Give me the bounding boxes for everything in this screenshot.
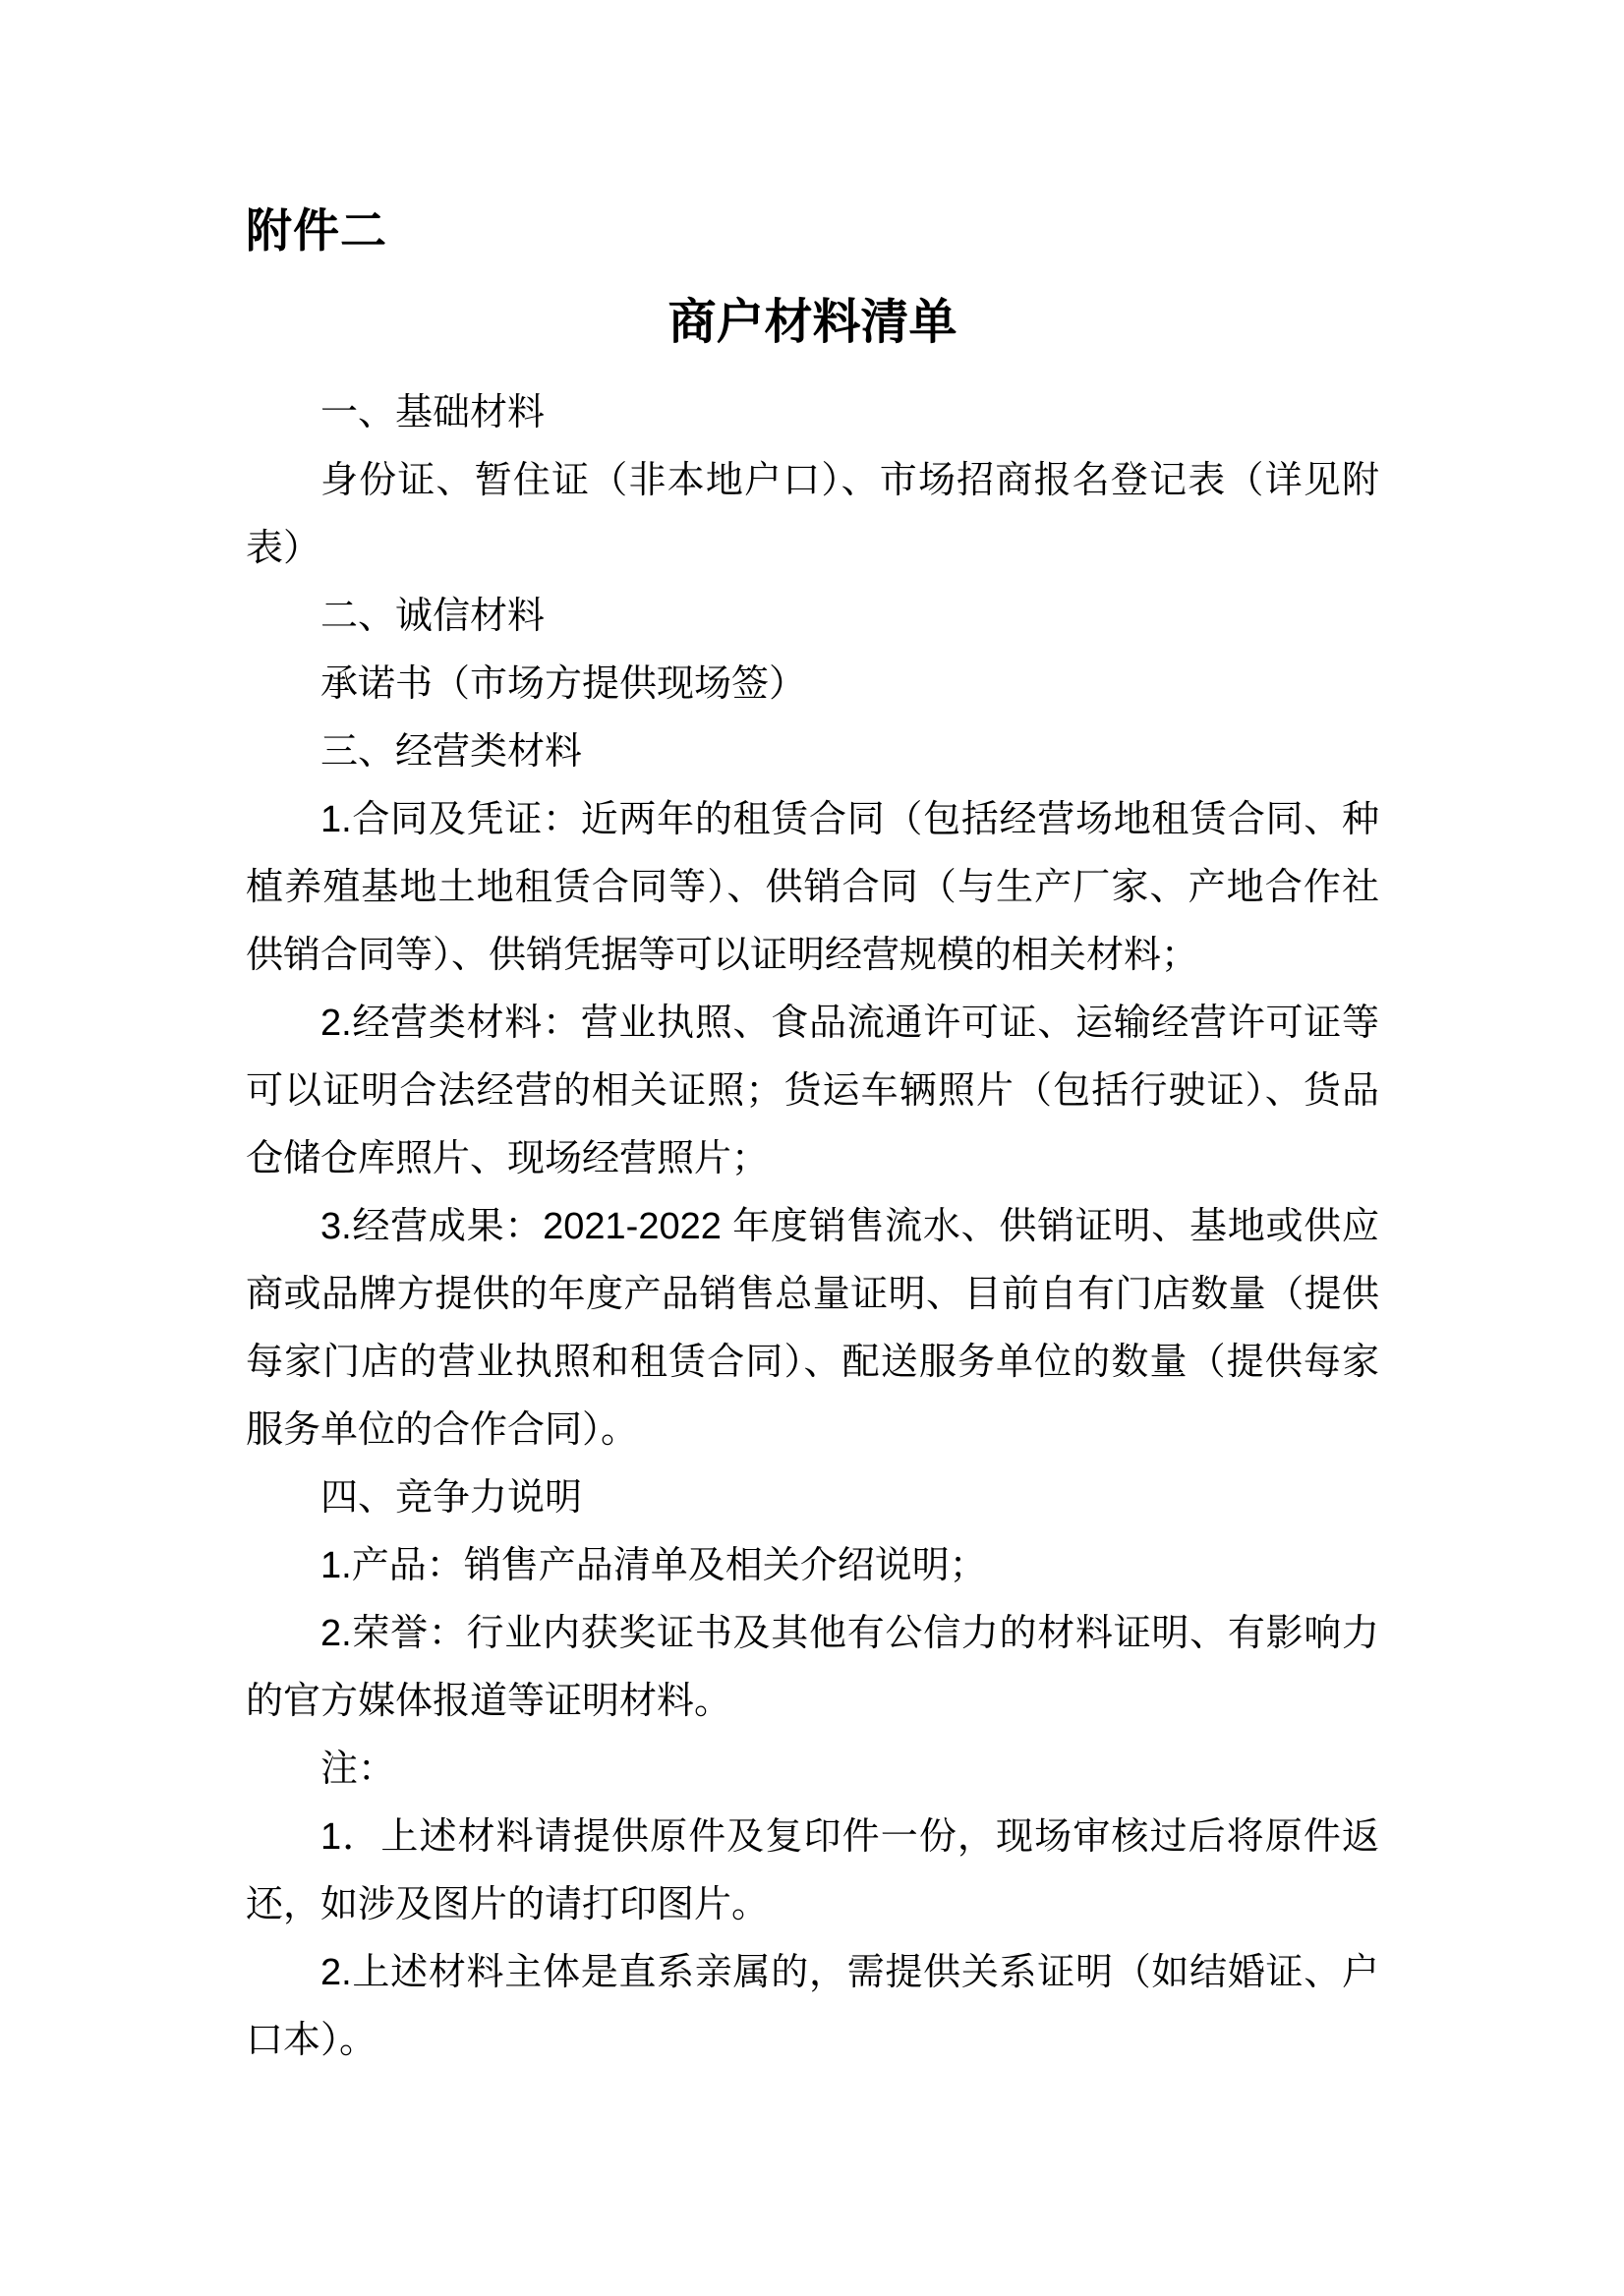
paragraph-integrity: 承诺书（市场方提供现场签） — [320, 663, 807, 706]
section-heading-integrity: 二、诚信材料 — [320, 596, 546, 638]
attachment-label: 附件二 — [246, 204, 387, 257]
note-item-1: 1．上述材料请提供原件及复印件一份，现场审核过后将原件返还，如涉及图片的请打印图片。 — [246, 1816, 1379, 1926]
page-title: 商户材料清单 — [667, 296, 957, 350]
paragraph-contracts: 1.合同及凭证：近两年的租赁合同（包括经营场地租赁合同、种植养殖基地土地租赁合同等）、供销合同（与生产厂家、产地合作社供销合同等）、供销凭据等可以证明经营规模的相关材料； — [246, 799, 1379, 977]
note-heading: 注： — [320, 1749, 396, 1791]
section-heading-competitiveness: 四、竞争力说明 — [320, 1477, 583, 1520]
document-body — [246, 379, 1379, 2075]
paragraph-basic-materials: 身份证、暂住证（非本地户口）、市场招商报名登记表（详见附表） — [246, 460, 1379, 570]
note-item-2: 2.上述材料主体是直系亲属的，需提供关系证明（如结婚证、户口本）。 — [246, 1952, 1379, 2062]
paragraph-licenses: 2.经营类材料：营业执照、食品流通许可证、运输经营许可证等可以证明合法经营的相关证照；货运车辆照片（包括行驶证）、货品仓储仓库照片、现场经营照片； — [246, 1003, 1379, 1180]
paragraph-honors: 2.荣誉：行业内获奖证书及其他有公信力的材料证明、有影响力的官方媒体报道等证明材料。 — [246, 1613, 1379, 1723]
paragraph-results: 3.经营成果：2021-2022 年度销售流水、供销证明、基地或供应商或品牌方提供的年度产品销售总量证明、目前自有门店数量（提供每家门店的营业执照和租赁合同）、配送服务单位的数量（提供每家服务单位的合作合同）。 — [246, 1206, 1379, 1452]
section-heading-basic-materials: 一、基础材料 — [320, 392, 546, 434]
section-heading-business: 三、经营类材料 — [320, 731, 583, 774]
paragraph-products: 1.产品：销售产品清单及相关介绍说明； — [320, 1545, 987, 1587]
